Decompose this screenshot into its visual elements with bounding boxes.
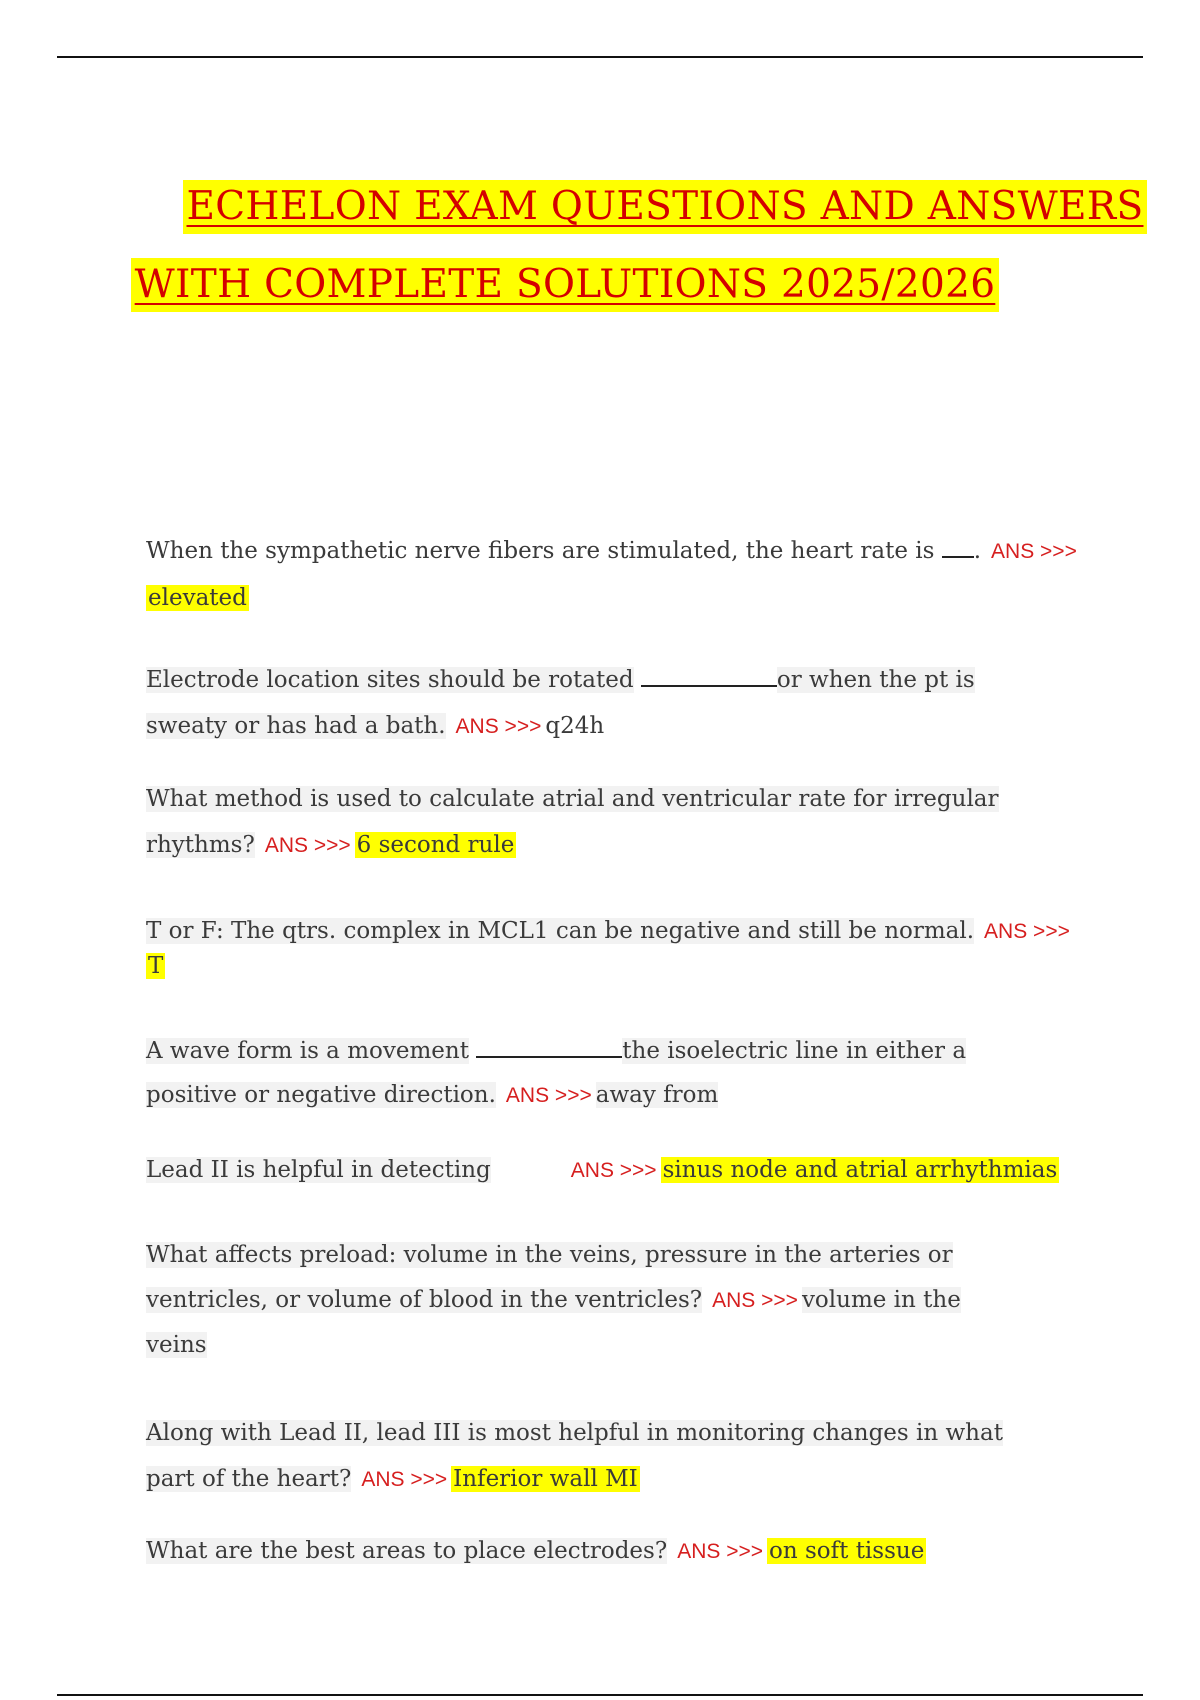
answer-text: away from — [595, 1082, 719, 1108]
question-text: What affects preload: volume in the veins, pressure in the arteries or — [146, 1242, 953, 1268]
question-text: the isoelectric line in either a — [622, 1038, 967, 1064]
answer-text: 6 second rule — [356, 832, 515, 858]
ans-marker: ANS >>> — [984, 920, 1070, 943]
ans-marker: ANS >>> — [505, 1084, 592, 1107]
question-text: part of the heart? — [146, 1466, 352, 1492]
question-text: ventricles, or volume of blood in the ventricles? — [146, 1287, 703, 1313]
question-text: Electrode location sites should be rotated — [146, 667, 634, 693]
header-rule — [57, 56, 1143, 58]
answer-text: sinus node and atrial arrhythmias — [662, 1157, 1058, 1183]
answer-text: T — [148, 953, 164, 979]
question-text: T or F: The qtrs. complex in MCL1 can be negative and still be normal. — [146, 918, 975, 944]
question-text: positive or negative direction. — [146, 1082, 496, 1108]
question-text: What are the best areas to place electrodes? — [146, 1538, 668, 1564]
fill-blank — [476, 1038, 622, 1058]
question-text: Along with Lead II, lead III is most helpful in monitoring changes in what — [146, 1420, 1003, 1446]
qa-item-1 — [146, 528, 1136, 621]
question-text: What method is used to calculate atrial and ventricular rate for irregular — [146, 786, 999, 812]
question-text: rhythms? — [146, 832, 255, 858]
qa-item-5 — [146, 1029, 1136, 1118]
ans-marker: ANS >>> — [991, 540, 1077, 563]
answer-text: on soft tissue — [769, 1538, 925, 1564]
title-line-1: ECHELON EXAM QUESTIONS AND ANSWERS — [183, 180, 1148, 234]
answer-text: elevated — [148, 585, 247, 611]
qa-item-3 — [146, 776, 1136, 869]
ans-marker: ANS >>> — [264, 834, 351, 857]
question-text: Lead II is helpful in detecting — [146, 1157, 491, 1183]
question-text: . — [973, 538, 982, 564]
qa-item-7 — [146, 1233, 1136, 1368]
fill-blank — [942, 538, 974, 558]
document-title — [0, 180, 1200, 312]
question-text: When the sympathetic nerve fibers are stimulated, the heart rate is — [146, 538, 935, 564]
ans-marker: ANS >>> — [570, 1159, 657, 1182]
question-text: A wave form is a movement — [146, 1038, 469, 1064]
question-text: sweaty or has had a bath. — [146, 713, 446, 739]
ans-marker: ANS >>> — [455, 715, 542, 738]
ans-marker: ANS >>> — [677, 1540, 763, 1563]
title-line-2: WITH COMPLETE SOLUTIONS 2025/2026 — [131, 258, 1000, 312]
ans-marker: ANS >>> — [712, 1289, 798, 1312]
qa-item-4 — [146, 914, 1136, 983]
ans-marker: ANS >>> — [361, 1468, 448, 1491]
answer-text: volume in the — [801, 1287, 961, 1313]
qa-item-2 — [146, 657, 1136, 750]
answer-text: Inferior wall MI — [453, 1466, 638, 1492]
qa-item-9 — [146, 1528, 1136, 1575]
question-text: or when the pt is — [776, 667, 975, 693]
fill-blank — [641, 667, 777, 687]
answer-text: veins — [146, 1332, 207, 1358]
qa-item-8 — [146, 1410, 1136, 1503]
footer-rule — [57, 1694, 1143, 1696]
qa-item-6 — [146, 1147, 1136, 1194]
answer-text: q24h — [545, 713, 605, 739]
